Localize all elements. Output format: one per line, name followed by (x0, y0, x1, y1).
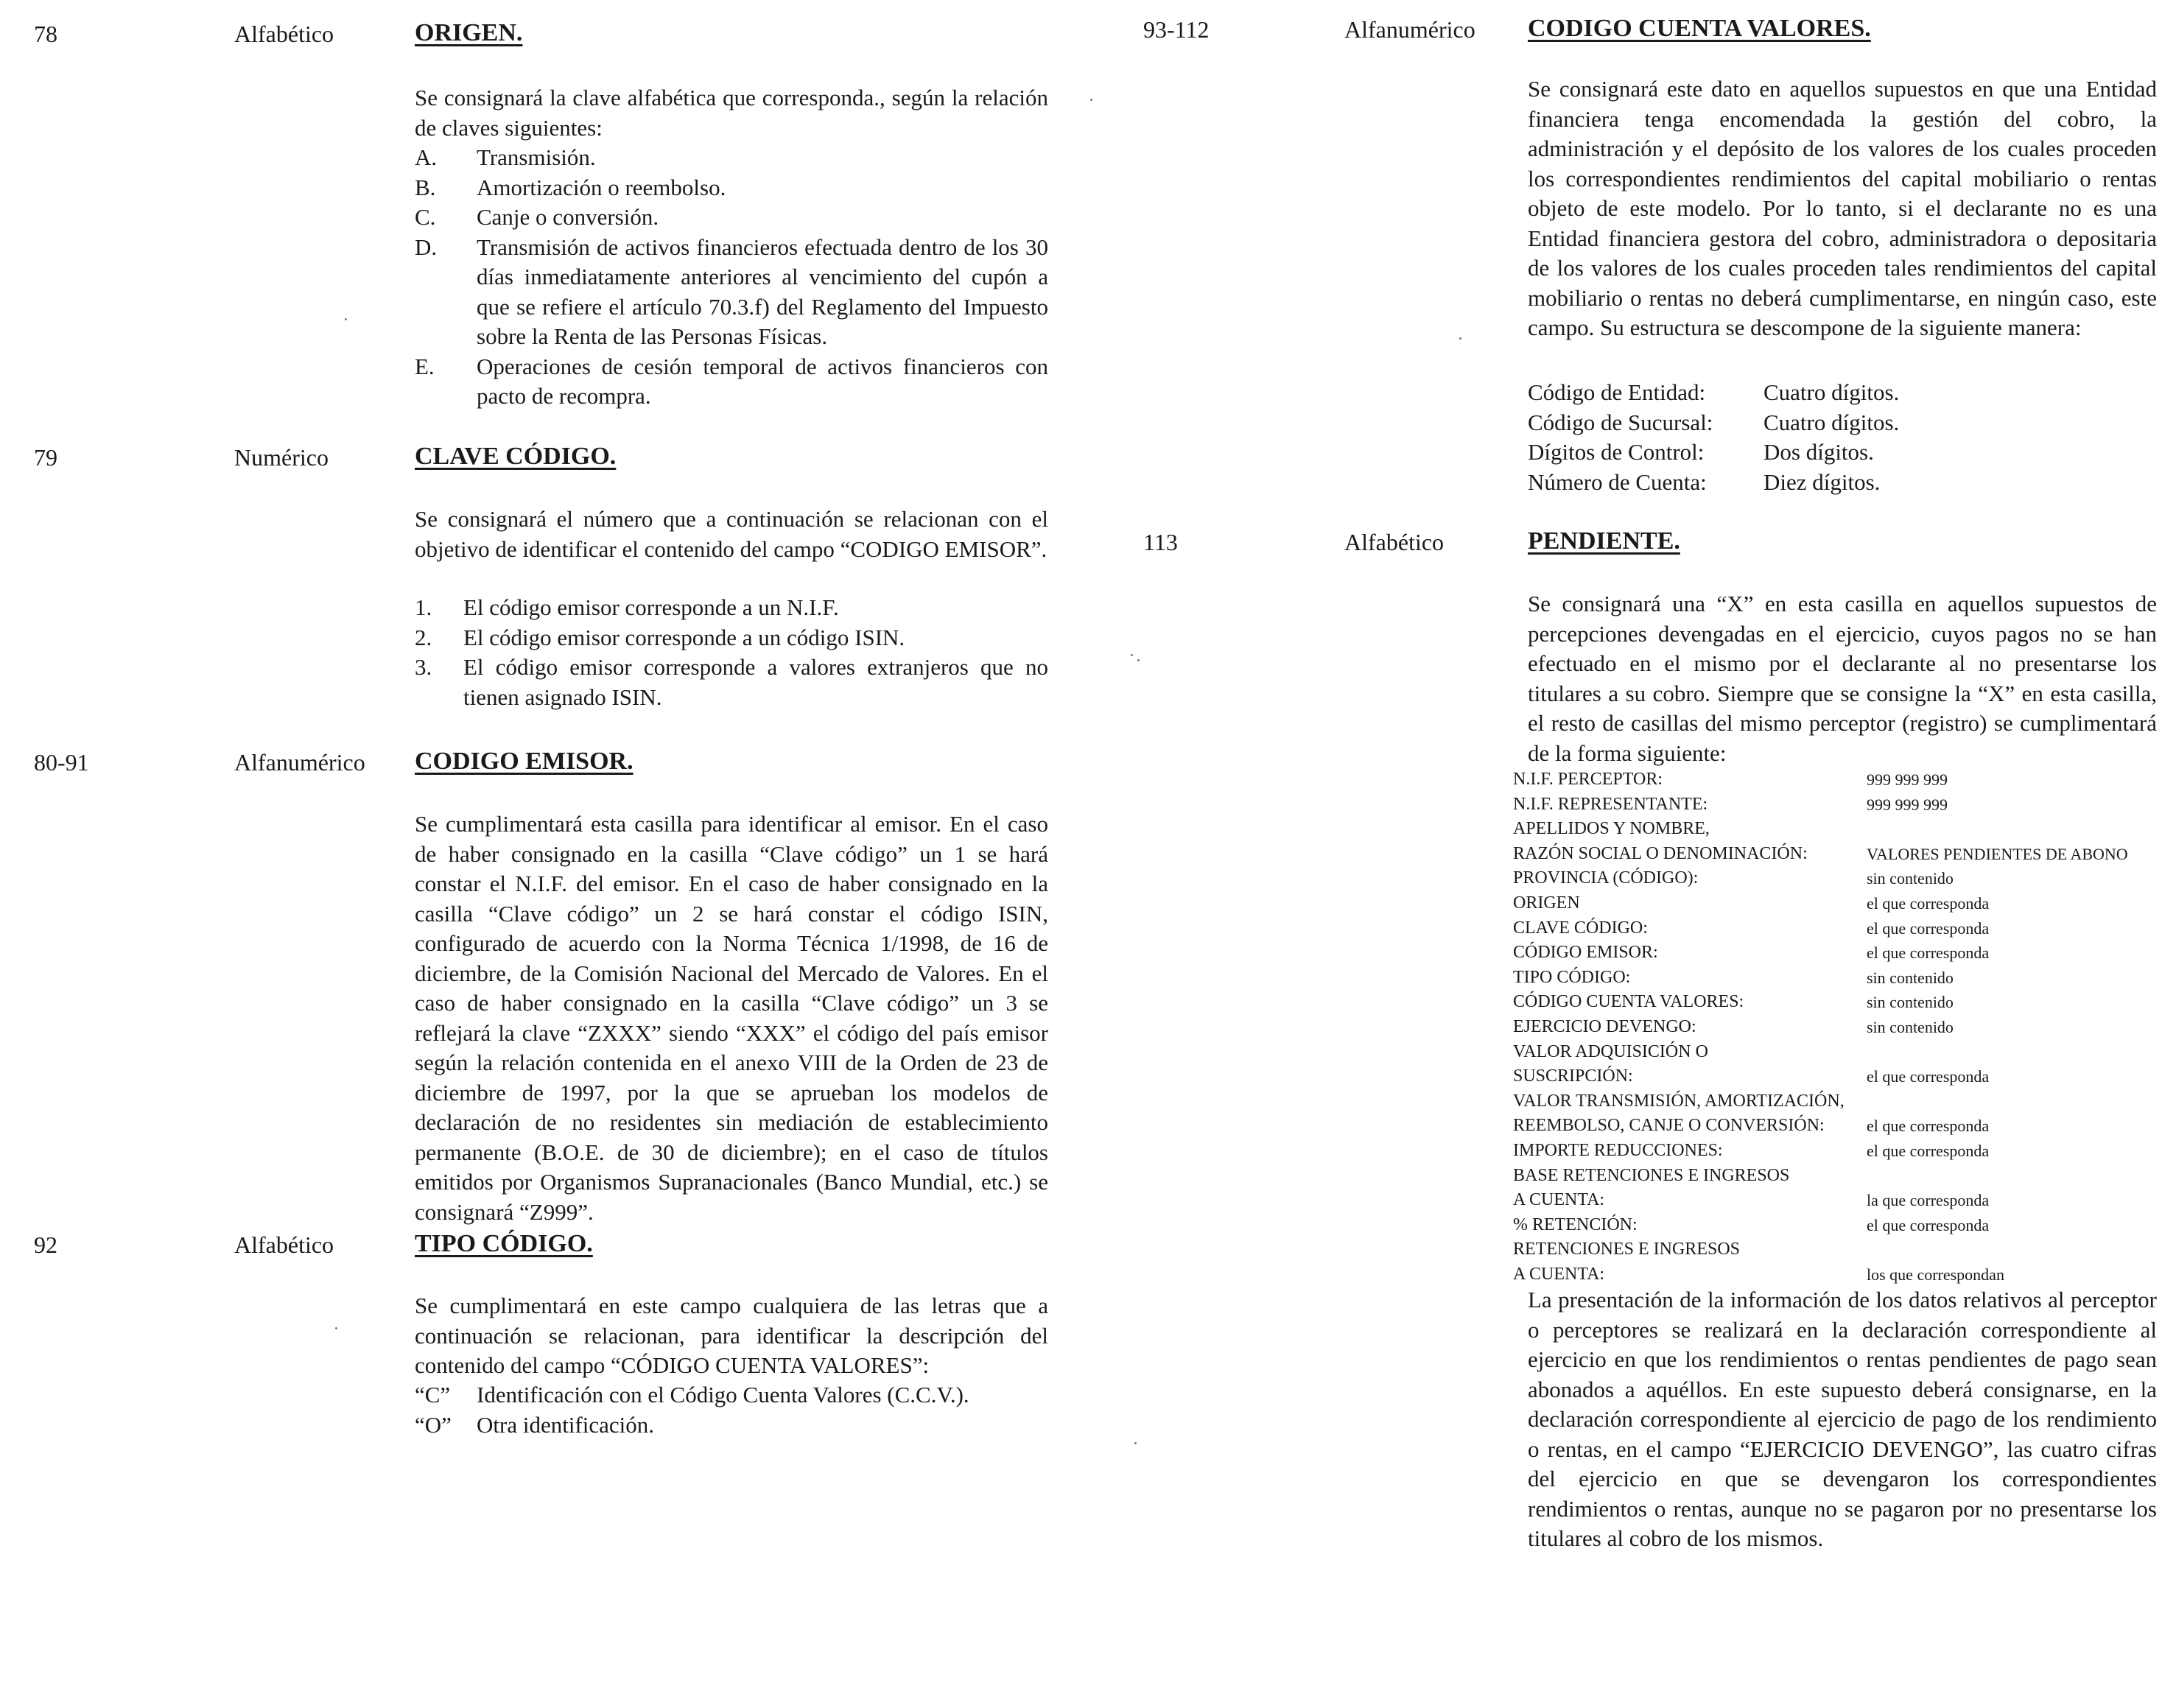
field-type: Alfanumérico (234, 749, 365, 776)
scan-speck (1134, 1442, 1137, 1444)
field-type: Alfabético (234, 21, 334, 47)
field-description: Se consignará la clave alfabética que corresponda., según la relación de claves siguientes: (415, 85, 1048, 141)
table-row: A CUENTA: la que corresponda (1513, 1190, 1990, 1210)
field-description: Se consignará el número que a continuación se relacionan con el objetivo de identificar el contenido del campo “CODIGO EMISOR”. (415, 506, 1048, 562)
field-description: Se cumplimentará esta casilla para identificar al emisor. En el caso de haber consignado en la casilla “Clave código” un 1 se hará constar el N.I.F. del emisor. En el caso de haber consignado en la casilla “Clave código” un 2 se hará constar el código ISIN, configurado de acuerdo con la Norma Técnica 1/1998, de 16 de diciembre, de la Comisión Nacional del Mercado de Valores. En el caso de haber consignado en la casilla “Clave código” un 3 se reflejará la clave “ZXXX” siendo “XXX” el código del país emisor según la relación contenida en el anexo VIII de la Orden de 23 de diciembre de 1997, por la que se aprueban los modelos de declaración de no residentes sin mediación de establecimiento permanente (B.O.E. de 30 de diciembre); en el caso de títulos emitidos por Organismos Supranacionales (Banco Mundial, etc.) se consignará “Z999”. (415, 811, 1048, 1225)
field-type: Alfabético (234, 1231, 334, 1258)
code-type-list (415, 1380, 1048, 1440)
structure-row: Número de Cuenta: Diez dígitos. (1528, 468, 1881, 495)
table-row: VALOR ADQUISICIÓN O (1513, 1041, 1708, 1061)
scan-speck (1459, 337, 1461, 340)
field-number: 113 (1143, 529, 1178, 555)
field-number: 80-91 (34, 749, 89, 776)
scan-speck (1137, 659, 1140, 661)
list-item: “O” Otra identificación. (415, 1411, 655, 1438)
table-row: APELLIDOS Y NOMBRE, (1513, 819, 1710, 839)
table-row: PROVINCIA (CÓDIGO): sin contenido (1513, 868, 1954, 888)
table-row: EJERCICIO DEVENGO: sin contenido (1513, 1016, 1954, 1036)
table-row: % RETENCIÓN: el que corresponda (1513, 1215, 1990, 1234)
pending-fields-table (1513, 767, 2139, 1287)
table-row: TIPO CÓDIGO: sin contenido (1513, 967, 1954, 987)
field-title: TIPO CÓDIGO. (415, 1230, 593, 1257)
list-item: C. Canje o conversión. (415, 204, 659, 230)
scan-speck (335, 1327, 337, 1329)
field-number: 93-112 (1143, 16, 1210, 43)
table-row: VALOR TRANSMISIÓN, AMORTIZACIÓN, (1513, 1091, 1845, 1111)
table-row: RAZÓN SOCIAL O DENOMINACIÓN: VALORES PENDIENTES DE ABONO (1513, 843, 2128, 863)
field-title: ORIGEN. (415, 19, 523, 46)
scan-speck (1131, 654, 1133, 656)
table-row: ORIGEN el que corresponda (1513, 893, 1990, 913)
key-code-list (415, 593, 1048, 712)
list-item: 2. El código emisor corresponde a un código ISIN. (415, 624, 905, 650)
structure-row: Código de Entidad: Cuatro dígitos. (1528, 379, 1900, 405)
table-row: N.I.F. PERCEPTOR: 999 999 999 (1513, 770, 1948, 789)
field-type: Alfabético (1344, 529, 1445, 555)
field-title: CLAVE CÓDIGO. (415, 443, 617, 470)
account-structure (1528, 378, 2043, 497)
table-row: SUSCRIPCIÓN: el que corresponda (1513, 1066, 1990, 1086)
scan-speck (1090, 99, 1092, 101)
table-row: CLAVE CÓDIGO: el que corresponda (1513, 918, 1990, 938)
field-type: Numérico (234, 444, 329, 471)
table-row: A CUENTA: los que correspondan (1513, 1264, 2004, 1284)
table-row: IMPORTE REDUCCIONES: el que corresponda (1513, 1140, 1990, 1160)
table-row: BASE RETENCIONES E INGRESOS (1513, 1165, 1790, 1185)
field-type: Alfanumérico (1344, 16, 1475, 43)
table-row: CÓDIGO CUENTA VALORES: sin contenido (1513, 992, 1954, 1012)
list-item: D. Transmisión de activos financieros efectuada dentro de los 30 días inmediatamente anteriores al vencimiento del cupón a que se refiere el artículo 70.3.f) del Reglamento del Impuesto sobre la Renta de las Personas Físicas. (415, 233, 1048, 349)
field-description: Se consignará una “X” en esta casilla en aquellos supuestos de percepciones devengadas en el ejercicio, cuyos pagos no se han efectuado en el mismo por el declarante al no presentarse los titulares a su cobro. Siempre que se consigne la “X” en esta casilla, el resto de casillas del mismo perceptor (registro) se cumplimentará de la forma siguiente: (1528, 591, 2157, 766)
field-number: 92 (34, 1231, 57, 1258)
field-description: Se cumplimentará en este campo cualquiera de las letras que a continuación se relacionan, para identificar la descripción del contenido del campo “CÓDIGO CUENTA VALORES”: (415, 1293, 1048, 1378)
origin-key-list (415, 143, 1048, 412)
list-item: 3. El código emisor corresponde a valores extranjeros que no tienen asignado ISIN. (415, 654, 1048, 710)
field-description: Se consignará este dato en aquellos supuestos en que una Entidad financiera tenga encomendada la gestión del cobro, la administración y el depósito de los valores de los cuales proceden los correspondientes rendimientos del capital mobiliario o rentas objeto de este modelo. Por lo tanto, si el declarante no es una Entidad financiera gestora del cobro, administradora o depositaria de los valores de los cuales proceden tales rendimientos del capital mobiliario o rentas no deberá cumplimentarse, en ningún caso, este campo. Su estructura se descompone de la siguiente manera: (1528, 76, 2157, 340)
table-row: CÓDIGO EMISOR: el que corresponda (1513, 943, 1990, 963)
list-item: A. Transmisión. (415, 144, 596, 170)
structure-row: Código de Sucursal: Cuatro dígitos. (1528, 409, 1900, 435)
table-row: N.I.F. REPRESENTANTE: 999 999 999 (1513, 794, 1948, 814)
field-title: CODIGO CUENTA VALORES. (1528, 15, 1871, 42)
field-title: PENDIENTE. (1528, 527, 1680, 555)
list-item: 1. El código emisor corresponde a un N.I.F. (415, 594, 839, 620)
field-number: 78 (34, 21, 57, 47)
scan-speck (345, 318, 347, 320)
list-item: B. Amortización o reembolso. (415, 174, 726, 200)
field-closing-note: La presentación de la información de los datos relativos al perceptor o perceptores se realizará en la declaración correspondiente al ejercicio en que los rendimientos o rentas pendientes de pago sean abonados a aquéllos. En este supuesto deberá consignarse, en la declaración correspondiente al ejercicio de pago de los rendimiento o rentas, en el campo “EJERCICIO DEVENGO”, las cuatro cifras del ejercicio en que se devengaron los correspondientes rendimientos o rentas, aunque no se pagaron por no presentarse los titulares al cobro de los mismos. (1528, 1287, 2157, 1551)
field-title: CODIGO EMISOR. (415, 748, 633, 775)
structure-row: Dígitos de Control: Dos dígitos. (1528, 439, 1874, 465)
table-row: RETENCIONES E INGRESOS (1513, 1240, 1741, 1259)
list-item: “C” Identificación con el Código Cuenta Valores (C.C.V.). (415, 1382, 969, 1407)
list-item: E. Operaciones de cesión temporal de activos financieros con pacto de recompra. (415, 353, 1048, 409)
table-row: REEMBOLSO, CANJE O CONVERSIÓN: el que corresponda (1513, 1116, 1990, 1136)
field-number: 79 (34, 444, 57, 471)
